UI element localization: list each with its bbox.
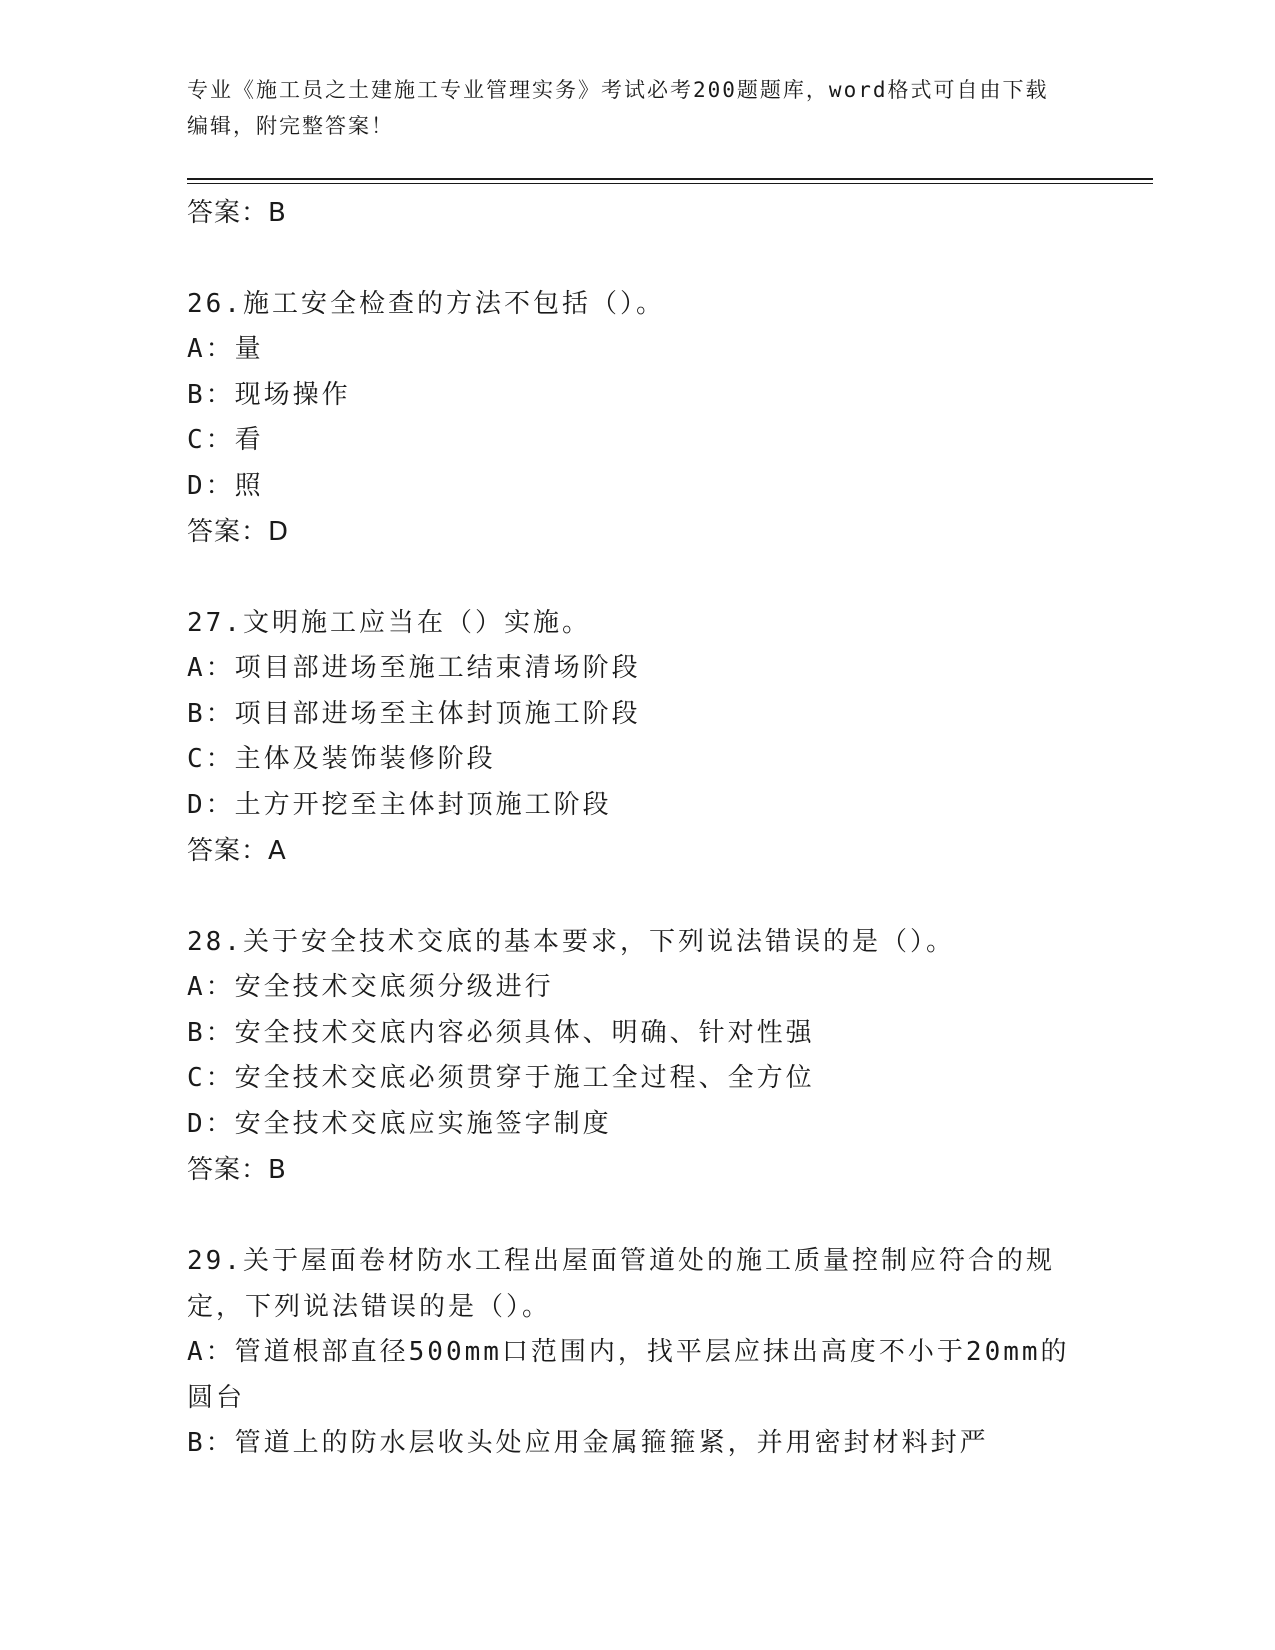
option-a: A：项目部进场至施工结束清场阶段: [187, 653, 641, 683]
option-b: B：管道上的防水层收头处应用金属箍箍紧，并用密封材料封严: [187, 1428, 989, 1458]
question-block-28: [187, 919, 1087, 1193]
question-stem: 26.施工安全检查的方法不包括（）。: [187, 289, 665, 319]
option-a: A：安全技术交底须分级进行: [187, 972, 554, 1002]
document-content: [187, 190, 1087, 1467]
option-d: D：照: [187, 470, 264, 501]
option-d: D：土方开挖至主体封顶施工阶段: [187, 789, 612, 820]
answer-line: 答案：B: [187, 1155, 287, 1185]
document-page: [187, 0, 1167, 1650]
option-c: C：主体及装饰装修阶段: [187, 744, 496, 774]
option-b: B：项目部进场至主体封顶施工阶段: [187, 698, 641, 729]
question-block-27: [187, 600, 1087, 874]
header-rule-thick: [187, 178, 1153, 180]
option-b: B：安全技术交底内容必须具体、明确、针对性强: [187, 1017, 815, 1048]
question-stem: 29.关于屋面卷材防水工程出屋面管道处的施工质量控制应符合的规定，下列说法错误的是（）。: [187, 1246, 1055, 1322]
option-d: D：安全技术交底应实施签字制度: [187, 1108, 612, 1139]
question-stem: 28.关于安全技术交底的基本要求，下列说法错误的是（）。: [187, 927, 955, 957]
option-b: B：现场操作: [187, 379, 351, 410]
question-stem: 27.文明施工应当在（）实施。: [187, 608, 591, 638]
answer-line: 答案：B: [187, 198, 287, 228]
answer-line: 答案：A: [187, 836, 287, 866]
question-block-26: [187, 281, 1087, 555]
option-a: A：量: [187, 334, 264, 364]
question-block-29: [187, 1238, 1087, 1467]
document-header: 专业《施工员之土建施工专业管理实务》考试必考200题题库，word格式可自由下载编辑，附完整答案！: [187, 78, 1049, 138]
option-c: C：看: [187, 425, 264, 455]
answer-line: 答案：D: [187, 517, 290, 547]
option-c: C：安全技术交底必须贯穿于施工全过程、全方位: [187, 1063, 815, 1093]
option-a: A：管道根部直径500mm口范围内，找平层应抹出高度不小于20mm的圆台: [187, 1337, 1070, 1413]
header-rule-thin: [187, 183, 1153, 184]
